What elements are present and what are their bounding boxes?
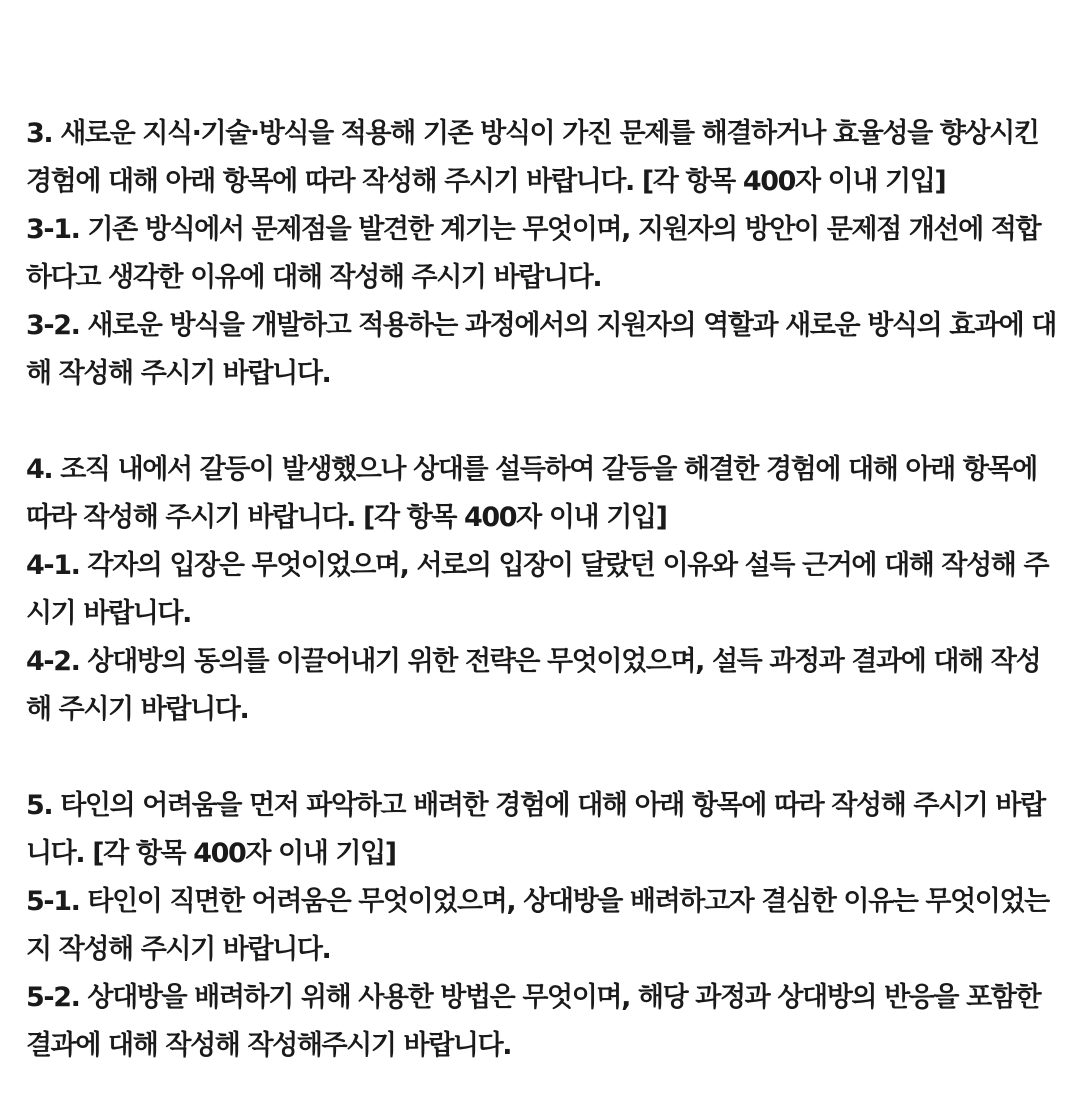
question-section-4 (26, 446, 1056, 734)
question-4-2-text: 4-2. 상대방의 동의를 이끌어내기 위한 전략은 무엇이었으며, 설득 과정과 결과에 대해 작성해 주시기 바랍니다. (26, 646, 1041, 725)
question-3-2-text: 3-2. 새로운 방식을 개발하고 적용하는 과정에서의 지원자의 역할과 새로운 방식의 효과에 대해 작성해 주시기 바랍니다. (26, 310, 1056, 389)
question-section-3 (26, 110, 1056, 398)
question-3-1-text: 3-1. 기존 방식에서 문제점을 발견한 계기는 무엇이며, 지원자의 방안이 문제점 개선에 적합하다고 생각한 이유에 대해 작성해 주시기 바랍니다. (26, 214, 1041, 293)
question-section-5 (26, 782, 1056, 1070)
question-3-text: 3. 새로운 지식·기술·방식을 적용해 기존 방식이 가진 문제를 해결하거나 효율성을 향상시킨 경험에 대해 아래 항목에 따라 작성해 주시기 바랍니다. [각 항목 400자 이내 기입] (26, 118, 1039, 197)
question-4-text: 4. 조직 내에서 갈등이 발생했으나 상대를 설득하여 갈등을 해결한 경험에 대해 아래 항목에 따라 작성해 주시기 바랍니다. [각 항목 400자 이내 기입] (26, 454, 1037, 533)
question-5-text: 5. 타인의 어려움을 먼저 파악하고 배려한 경험에 대해 아래 항목에 따라 작성해 주시기 바랍니다. [각 항목 400자 이내 기입] (26, 790, 1045, 869)
question-5-2-text: 5-2. 상대방을 배려하기 위해 사용한 방법은 무엇이며, 해당 과정과 상대방의 반응을 포함한 결과에 대해 작성해 작성해주시기 바랍니다. (26, 982, 1041, 1061)
question-4-1-text: 4-1. 각자의 입장은 무엇이었으며, 서로의 입장이 달랐던 이유와 설득 근거에 대해 작성해 주시기 바랍니다. (26, 550, 1049, 629)
essay-questions (26, 110, 1056, 1118)
question-5-1-text: 5-1. 타인이 직면한 어려움은 무엇이었으며, 상대방을 배려하고자 결심한 이유는 무엇이었는지 작성해 주시기 바랍니다. (26, 886, 1049, 965)
